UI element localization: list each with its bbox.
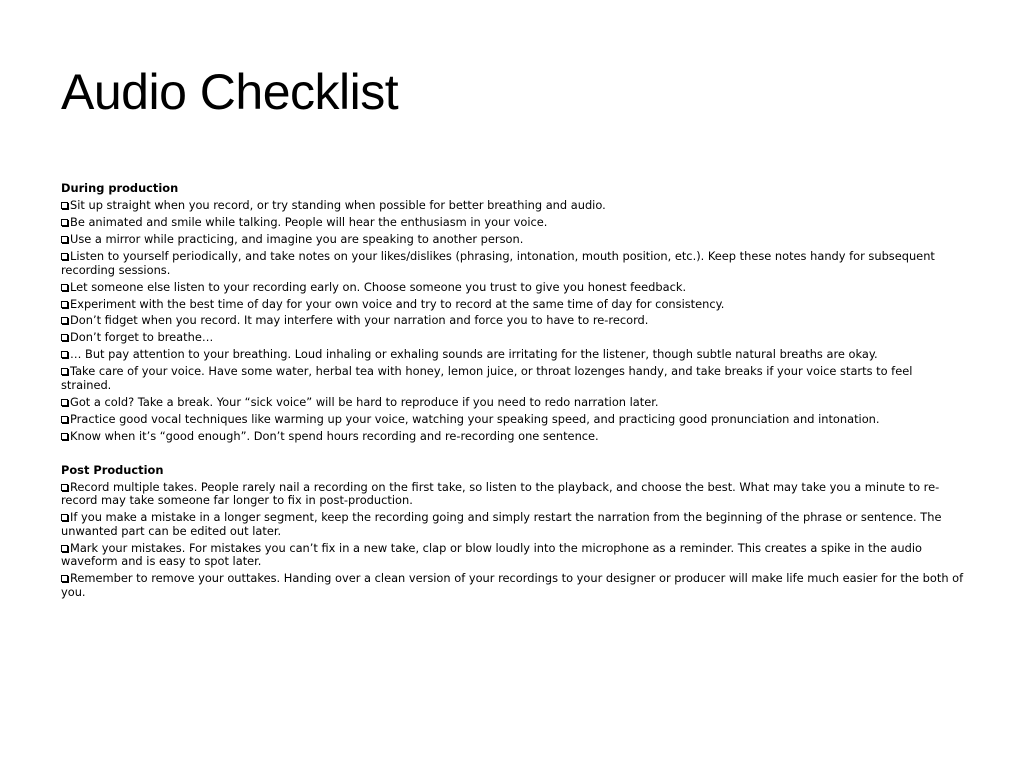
checklist-item (61, 250, 966, 277)
checkbox-outline-icon (61, 301, 68, 308)
checklist-item-text: Mark your mistakes. For mistakes you can’t fix in a new take, clap or blow loudly into the microphone as a reminder. This creates a spike in the audio waveform and is easy to spot later. (61, 540, 922, 569)
checklist-item (61, 348, 966, 362)
section-heading-post-production: Post Production (61, 462, 164, 477)
checklist-item (61, 396, 966, 410)
checklist-content (61, 182, 966, 603)
checklist-item-text: Be animated and smile while talking. People will hear the enthusiasm in your voice. (70, 214, 548, 229)
checkbox-outline-icon (61, 484, 68, 491)
checklist-item-text: Listen to yourself periodically, and take notes on your likes/dislikes (phrasing, intonation, mouth position, etc.). Keep these notes handy for subsequent recording sessions. (61, 248, 935, 277)
checkbox-outline-icon (61, 284, 68, 291)
checkbox-outline-icon (61, 399, 68, 406)
checklist-item-text: Take care of your voice. Have some water, herbal tea with honey, lemon juice, or throat lozenges handy, and take breaks if your voice starts to feel strained. (61, 364, 913, 393)
section-heading-during-production: During production (61, 181, 179, 195)
slide-title: Audio Checklist (61, 64, 399, 120)
checkbox-outline-icon (61, 368, 68, 375)
checklist-item (61, 572, 966, 599)
checkbox-outline-icon (61, 253, 68, 260)
checklist-item-text: Remember to remove your outtakes. Handing over a clean version of your recordings to your designer or producer will make life much easier for the both of you. (61, 571, 964, 599)
checkbox-outline-icon (61, 219, 68, 226)
checklist-item (61, 430, 966, 444)
checklist-during-production (61, 199, 966, 444)
checkbox-outline-icon (61, 317, 68, 324)
checklist-item-text: Let someone else listen to your recording early on. Choose someone you trust to give you honest feedback. (70, 279, 687, 294)
checklist-item (61, 199, 966, 213)
checklist-item (61, 481, 966, 508)
checklist-item-text: Practice good vocal techniques like warming up your voice, watching your speaking speed, and practicing good pronunciation and intonation. (70, 412, 880, 426)
checklist-item (61, 298, 966, 312)
checklist-item-text: Use a mirror while practicing, and imagine you are speaking to another person. (70, 231, 524, 246)
checklist-item (61, 511, 966, 538)
checkbox-outline-icon (61, 202, 68, 209)
checklist-item-text: Got a cold? Take a break. Your “sick voice” will be hard to reproduce if you need to redo narration later. (70, 395, 659, 410)
checklist-item (61, 233, 966, 247)
checkbox-outline-icon (61, 514, 68, 521)
checkbox-outline-icon (61, 545, 68, 552)
checklist-item (61, 413, 966, 427)
checklist-item-text: Sit up straight when you record, or try standing when possible for better breathing and audio. (70, 197, 606, 212)
checklist-item (61, 216, 966, 230)
checklist-item-text: If you make a mistake in a longer segment, keep the recording going and simply restart the narration from the beginning of the phrase or sentence. The unwanted part can be edited out later. (61, 510, 942, 538)
checklist-item-text: Don’t fidget when you record. It may interfere with your narration and force you to have to re-record. (70, 313, 649, 328)
checkbox-outline-icon (61, 334, 68, 341)
checklist-item (61, 314, 966, 328)
checkbox-outline-icon (61, 575, 68, 582)
checkbox-outline-icon (61, 416, 68, 423)
checklist-item (61, 281, 966, 295)
checklist-item-text: … But pay attention to your breathing. Loud inhaling or exhaling sounds are irritating for the listener, though subtle natural breaths are okay. (70, 347, 878, 362)
checklist-item-text: Know when it’s “good enough”. Don’t spend hours recording and re-recording one sentence. (70, 428, 599, 443)
checkbox-outline-icon (61, 433, 68, 440)
checklist-item (61, 542, 966, 569)
checklist-item-text: Don’t forget to breathe… (70, 330, 214, 345)
checklist-item-text: Record multiple takes. People rarely nail a recording on the first take, so listen to the playback, and choose the best. What may take you a minute to re-record may take someone far longer to fix in post-production. (61, 479, 940, 508)
checkbox-outline-icon (61, 351, 68, 358)
checklist-item-text: Experiment with the best time of day for your own voice and try to record at the same time of day for consistency. (70, 296, 725, 311)
checklist-item (61, 365, 966, 392)
checklist-post-production (61, 481, 966, 600)
checklist-item (61, 331, 966, 345)
checkbox-outline-icon (61, 236, 68, 243)
